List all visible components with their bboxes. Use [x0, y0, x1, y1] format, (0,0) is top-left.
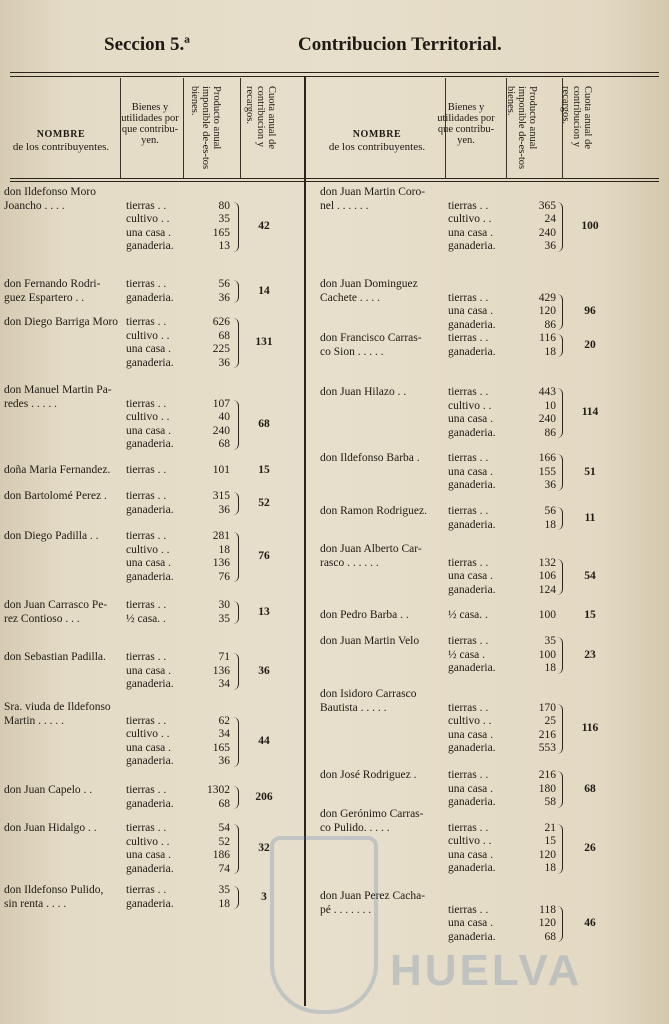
- header-rule-top-2: [10, 76, 659, 77]
- property-type: una casa .: [448, 305, 494, 317]
- taxable-product-value: 240: [538, 413, 556, 425]
- property-type: una casa .: [126, 226, 172, 239]
- contributor-name: don Diego Padilla . .: [4, 530, 99, 542]
- brace-mark: [556, 906, 563, 943]
- taxable-product-value: 124: [538, 583, 556, 596]
- annual-quota: 206: [255, 790, 273, 803]
- taxable-product-value: 35: [218, 213, 230, 225]
- contributor-name: nel . . . . . .: [320, 199, 369, 212]
- taxable-product-value: 180: [538, 782, 556, 795]
- taxable-product-value: 10: [544, 399, 556, 412]
- property-type: ganaderia.: [126, 570, 174, 583]
- taxable-product-value: 21: [544, 821, 556, 834]
- taxable-product-value: 240: [538, 226, 556, 239]
- contributor-name: Joancho . . . .: [4, 199, 65, 212]
- taxable-product-value: 155: [538, 465, 556, 478]
- taxable-product-value: 35: [544, 635, 556, 647]
- taxable-product-value: 30: [218, 599, 230, 611]
- contributor-name: don Ramon Rodriguez.: [320, 505, 427, 517]
- taxable-product-value: 24: [544, 213, 556, 225]
- taxable-product-value: 52: [218, 835, 230, 848]
- taxable-product-value: 40: [218, 411, 230, 423]
- brace-mark: [232, 653, 239, 690]
- property-type: una casa .: [448, 728, 494, 741]
- contributor-name: don Juan Capelo . .: [4, 784, 93, 796]
- property-type: cultivo . .: [448, 715, 492, 727]
- annual-quota: 116: [581, 721, 599, 734]
- taxable-product-value: 34: [218, 678, 230, 690]
- contributor-name: don José Rodriguez .: [320, 769, 417, 781]
- taxable-product-value: 68: [218, 797, 230, 810]
- brace-mark: [232, 492, 239, 515]
- brace-mark: [556, 824, 563, 874]
- col-divider: [240, 78, 241, 178]
- taxable-product-value: 106: [538, 570, 556, 582]
- property-type: ganaderia.: [448, 583, 496, 596]
- col-divider: [183, 78, 184, 178]
- taxable-product-value: 225: [212, 343, 230, 355]
- taxable-product-value: 36: [544, 479, 556, 491]
- contributor-name: co Pulido. . . . .: [320, 821, 390, 834]
- property-type: tierras . .: [126, 651, 167, 663]
- taxable-product-value: 34: [218, 728, 230, 740]
- annual-quota: 15: [584, 609, 596, 621]
- taxable-product-value: 36: [218, 503, 230, 516]
- taxable-product-value: 100: [538, 648, 556, 661]
- taxable-product-value: 18: [218, 897, 230, 910]
- taxable-product-value: 54: [218, 822, 230, 834]
- property-type: ganaderia.: [126, 797, 174, 810]
- taxable-product-value: 58: [544, 796, 556, 808]
- taxable-product-value: 36: [218, 356, 230, 369]
- taxable-product-value: 132: [538, 556, 556, 569]
- bienes-header: Bienes y utilidades por que contribu-yen.: [121, 102, 179, 146]
- property-type: ½ casa. .: [126, 612, 166, 625]
- contributor-name: don Ildefonso Pulido,: [4, 884, 104, 896]
- property-type: ganaderia.: [126, 678, 174, 690]
- annual-quota: 68: [584, 782, 596, 795]
- contributor-name: don Juan Dominguez: [320, 278, 418, 290]
- taxable-product-value: 315: [212, 490, 230, 502]
- property-type: tierras . .: [126, 316, 167, 328]
- brace-mark: [232, 824, 239, 874]
- property-type: cultivo . .: [126, 329, 170, 342]
- annual-quota: 36: [258, 664, 270, 677]
- header-rule-bottom-2: [10, 181, 659, 182]
- property-type: cultivo . .: [126, 543, 170, 556]
- annual-quota: 32: [258, 842, 270, 855]
- nombre-header: [6, 128, 116, 154]
- nombre-header: [322, 128, 432, 154]
- brace-mark: [556, 202, 563, 252]
- contributor-name: don Ildefonso Moro: [4, 186, 96, 198]
- annual-quota: 15: [258, 464, 270, 476]
- coat-of-arms-icon: [270, 836, 378, 1014]
- contributor-name: don Juan Martin Coro-: [320, 186, 426, 198]
- taxable-product-value: 35: [218, 884, 230, 896]
- watermark-text: HUELVA: [390, 946, 583, 995]
- property-type: una casa .: [448, 570, 494, 582]
- property-type: tierras . .: [126, 884, 167, 896]
- brace-mark: [556, 507, 563, 530]
- taxable-product-value: 80: [218, 199, 230, 212]
- contributor-name: don Manuel Martin Pa-: [4, 384, 112, 396]
- taxable-product-value: 18: [544, 345, 556, 358]
- annual-quota: 131: [255, 336, 273, 349]
- property-type: tierras . .: [448, 635, 489, 647]
- annual-quota: 44: [258, 734, 270, 747]
- contributor-name: Cachete . . . .: [320, 291, 381, 304]
- taxable-product-value: 170: [538, 701, 556, 714]
- contributor-name: don Juan Martin Velo: [320, 635, 420, 647]
- producto-header: Producto anual imponible de-es-tos bienes.: [189, 86, 222, 170]
- contributor-name: don Gerónimo Carras-: [320, 808, 424, 820]
- brace-mark: [556, 294, 563, 331]
- taxable-product-value: 1302: [207, 784, 230, 796]
- property-type: ½ casa. .: [448, 609, 488, 621]
- taxable-product-value: 116: [539, 332, 556, 344]
- property-type: ganaderia.: [126, 755, 174, 767]
- contributor-name: don Juan Hilazo . .: [320, 386, 407, 398]
- producto-header: Producto anual imponible de-es-tos bienes.: [505, 86, 538, 170]
- property-type: ganaderia.: [126, 438, 174, 450]
- property-type: ganaderia.: [126, 356, 174, 369]
- contributor-name: Sra. viuda de Ildefonso: [4, 701, 111, 713]
- annual-quota: 51: [584, 465, 596, 478]
- taxable-product-value: 68: [544, 930, 556, 943]
- property-type: una casa .: [448, 848, 494, 861]
- contributor-name: don Ildefonso Barba .: [320, 452, 420, 464]
- contributor-name: don Francisco Carras-: [320, 332, 422, 344]
- contributor-name: doña Maria Fernandez.: [4, 464, 111, 476]
- brace-mark: [232, 280, 239, 303]
- annual-quota: 96: [584, 305, 596, 317]
- property-type: tierras . .: [448, 386, 489, 398]
- annual-quota: 20: [584, 338, 596, 351]
- property-type: ganaderia.: [126, 897, 174, 910]
- contributor-name: Martin . . . . .: [4, 714, 65, 727]
- taxable-product-value: 18: [544, 862, 556, 874]
- annual-quota: 42: [258, 219, 270, 232]
- property-type: tierras . .: [126, 714, 167, 727]
- annual-quota: 68: [258, 417, 270, 430]
- brace-mark: [232, 601, 239, 624]
- property-type: tierras . .: [126, 784, 167, 796]
- taxable-product-value: 120: [538, 848, 556, 861]
- property-type: tierras . .: [448, 291, 489, 304]
- taxable-product-value: 13: [218, 240, 230, 252]
- taxable-product-value: 107: [212, 397, 230, 410]
- annual-quota: 52: [258, 496, 270, 509]
- brace-mark: [556, 771, 563, 808]
- taxable-product-value: 74: [218, 862, 230, 875]
- taxable-product-value: 56: [218, 278, 230, 290]
- contributor-name: don Sebastian Padilla.: [4, 651, 106, 663]
- property-type: ganaderia.: [448, 318, 496, 331]
- property-type: ganaderia.: [448, 930, 496, 943]
- annual-quota: 23: [584, 648, 596, 661]
- annual-quota: 76: [258, 550, 270, 563]
- taxable-product-value: 136: [212, 664, 230, 677]
- property-type: cultivo . .: [126, 213, 170, 225]
- property-type: tierras . .: [126, 464, 167, 476]
- brace-mark: [232, 400, 239, 450]
- property-type: ganaderia.: [126, 503, 174, 516]
- property-type: cultivo . .: [448, 213, 492, 225]
- taxable-product-value: 165: [212, 741, 230, 754]
- property-type: ganaderia.: [448, 240, 496, 252]
- taxable-product-value: 365: [538, 199, 556, 212]
- section-number: Seccion 5.ª: [104, 34, 190, 55]
- contributor-name: don Bartolomé Perez .: [4, 490, 107, 502]
- taxable-product-value: 281: [212, 530, 230, 542]
- property-type: una casa .: [126, 557, 172, 569]
- property-type: una casa .: [448, 413, 494, 425]
- contributor-name: don Diego Barriga Moro: [4, 316, 119, 328]
- taxable-product-value: 36: [218, 291, 230, 304]
- brace-mark: [556, 454, 563, 491]
- header-rule-top: [10, 72, 659, 73]
- taxable-product-value: 62: [218, 714, 230, 727]
- taxable-product-value: 166: [538, 452, 556, 464]
- property-type: tierras . .: [448, 199, 489, 212]
- contributor-name: don Juan Hidalgo . .: [4, 822, 97, 834]
- property-type: ganaderia.: [448, 345, 496, 358]
- annual-quota: 54: [584, 570, 596, 582]
- taxable-product-value: 68: [218, 329, 230, 342]
- contributor-name: don Pedro Barba . .: [320, 609, 409, 621]
- taxable-product-value: 68: [218, 438, 230, 450]
- taxable-product-value: 118: [539, 903, 556, 916]
- annual-quota: 114: [581, 406, 599, 419]
- contributor-name: don Juan Perez Cacha-: [320, 890, 426, 902]
- property-type: ganaderia.: [126, 862, 174, 875]
- contributor-name: don Fernando Rodri-: [4, 278, 101, 290]
- taxable-product-value: 120: [538, 305, 556, 317]
- taxable-product-value: 15: [544, 835, 556, 847]
- taxable-product-value: 86: [544, 426, 556, 439]
- annual-quota: 11: [584, 511, 596, 524]
- taxable-product-value: 36: [218, 755, 230, 767]
- cuota-header: Cuota anual de contribucion y recargos.: [244, 86, 277, 149]
- property-type: tierras . .: [448, 452, 489, 464]
- taxable-product-value: 216: [538, 728, 556, 741]
- taxable-product-value: 35: [218, 612, 230, 625]
- property-type: una casa .: [126, 424, 172, 437]
- taxable-product-value: 56: [544, 505, 556, 517]
- taxable-product-value: 165: [212, 226, 230, 239]
- contributor-name: Bautista . . . . .: [320, 701, 387, 714]
- contributor-name: don Juan Carrasco Pe-: [4, 599, 108, 611]
- property-type: una casa .: [448, 917, 494, 929]
- property-type: tierras . .: [126, 278, 167, 290]
- property-type: tierras . .: [126, 490, 167, 502]
- taxable-product-value: 86: [544, 318, 556, 331]
- property-type: tierras . .: [448, 556, 489, 569]
- property-type: ganaderia.: [448, 662, 496, 674]
- property-type: tierras . .: [448, 505, 489, 517]
- header-rule-bottom: [10, 178, 659, 179]
- brace-mark: [232, 886, 239, 909]
- contributor-name: pé . . . . . . .: [320, 903, 372, 916]
- nombre-label: NOMBRE: [36, 129, 86, 140]
- contributor-name: sin renta . . . .: [4, 897, 67, 910]
- brace-mark: [556, 637, 563, 674]
- nombre-label: NOMBRE: [352, 129, 402, 140]
- taxable-product-value: 186: [212, 849, 230, 861]
- property-type: una casa .: [448, 465, 494, 478]
- property-type: ganaderia.: [448, 426, 496, 439]
- contributor-name: don Juan Alberto Car-: [320, 543, 422, 555]
- taxable-product-value: 443: [538, 386, 556, 398]
- property-type: cultivo . .: [126, 411, 170, 423]
- property-type: cultivo . .: [126, 728, 170, 740]
- property-type: una casa .: [126, 664, 172, 677]
- taxable-product-value: 553: [538, 742, 556, 754]
- property-type: tierras . .: [448, 332, 489, 344]
- taxable-product-value: 626: [212, 316, 230, 328]
- taxable-product-value: 100: [538, 609, 556, 621]
- taxable-product-value: 101: [212, 464, 230, 476]
- taxable-product-value: 216: [538, 769, 556, 781]
- taxable-product-value: 120: [538, 917, 556, 929]
- taxable-product-value: 76: [218, 570, 230, 583]
- property-type: ganaderia.: [448, 742, 496, 754]
- property-type: tierras . .: [448, 701, 489, 714]
- property-type: ganaderia.: [448, 862, 496, 874]
- property-type: una casa .: [126, 741, 172, 754]
- annual-quota: 46: [584, 917, 596, 929]
- property-type: ganaderia.: [126, 240, 174, 252]
- property-type: tierras . .: [126, 199, 167, 212]
- property-type: tierras . .: [126, 530, 167, 542]
- property-type: ganaderia.: [448, 796, 496, 808]
- brace-mark: [232, 717, 239, 767]
- nombre-sublabel: de los contribuyentes.: [12, 141, 110, 153]
- taxable-product-value: 136: [212, 557, 230, 569]
- property-type: tierras . .: [126, 397, 167, 410]
- brace-mark: [556, 388, 563, 438]
- bienes-header: Bienes y utilidades por que contribu-yen.: [437, 102, 495, 146]
- property-type: cultivo . .: [448, 399, 492, 412]
- brace-mark: [556, 334, 563, 357]
- taxable-product-value: 429: [538, 291, 556, 304]
- property-type: ganaderia.: [126, 291, 174, 304]
- column-separator: [304, 76, 306, 1006]
- brace-mark: [232, 532, 239, 582]
- annual-quota: 26: [584, 841, 596, 854]
- property-type: ½ casa .: [448, 648, 486, 661]
- brace-mark: [556, 704, 563, 754]
- property-type: cultivo . .: [126, 835, 170, 848]
- annual-quota: 14: [258, 284, 270, 297]
- property-type: una casa .: [448, 782, 494, 795]
- page-title: Contribucion Territorial.: [298, 34, 502, 55]
- brace-mark: [232, 318, 239, 368]
- annual-quota: 100: [581, 219, 599, 232]
- property-type: una casa .: [126, 343, 172, 355]
- property-type: una casa .: [448, 226, 494, 239]
- taxable-product-value: 18: [544, 662, 556, 674]
- contributor-name: rasco . . . . . .: [320, 556, 379, 569]
- contributor-name: redes . . . . .: [4, 397, 58, 410]
- brace-mark: [232, 786, 239, 809]
- property-type: tierras . .: [126, 822, 167, 834]
- taxable-product-value: 25: [544, 715, 556, 727]
- property-type: una casa .: [126, 849, 172, 861]
- taxable-product-value: 240: [212, 424, 230, 437]
- property-type: cultivo . .: [448, 835, 492, 847]
- brace-mark: [232, 202, 239, 252]
- property-type: ganaderia.: [448, 518, 496, 531]
- annual-quota: 13: [258, 605, 270, 618]
- taxable-product-value: 36: [544, 240, 556, 252]
- brace-mark: [556, 559, 563, 596]
- taxable-product-value: 71: [218, 651, 230, 663]
- contributor-name: co Sion . . . . .: [320, 345, 384, 358]
- annual-quota: 3: [261, 890, 267, 903]
- nombre-sublabel: de los contribuyentes.: [328, 141, 426, 153]
- taxable-product-value: 18: [544, 518, 556, 531]
- property-type: tierras . .: [448, 903, 489, 916]
- taxable-product-value: 18: [218, 543, 230, 556]
- property-type: tierras . .: [448, 821, 489, 834]
- contributor-name: don Isidoro Carrasco: [320, 688, 417, 700]
- contributor-name: rez Contioso . . .: [4, 612, 80, 625]
- property-type: tierras . .: [126, 599, 167, 611]
- cuota-header: Cuota anual de contribucion y recargos.: [560, 86, 593, 149]
- contributor-name: guez Espartero . .: [4, 291, 85, 304]
- property-type: tierras . .: [448, 769, 489, 781]
- property-type: ganaderia.: [448, 479, 496, 491]
